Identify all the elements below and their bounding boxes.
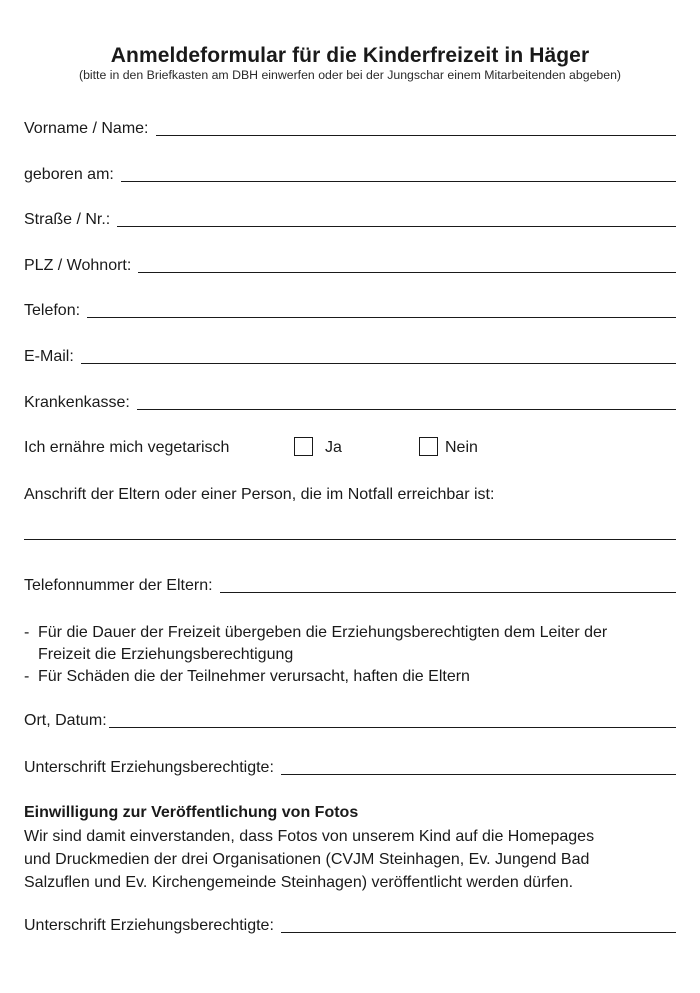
list-item: - Für die Dauer der Freizeit übergeben die Erziehungsberechtigten dem Leiter der Freizeit die Erziehungsberechtigung	[24, 622, 676, 666]
term-1-line-2: Freizeit die Erziehungsberechtigung	[38, 646, 294, 663]
email-field[interactable]	[81, 362, 676, 364]
term-2: Für Schäden die der Teilnehmer verursacht, haften die Eltern	[38, 668, 470, 685]
insurance-field[interactable]	[137, 408, 676, 410]
photo-consent-line-3: Salzuflen und Ev. Kirchengemeinde Steinhagen) veröffentlicht werden dürfen.	[24, 874, 574, 891]
guardian-signature-row	[24, 756, 676, 778]
guardian-signature-field[interactable]	[281, 773, 676, 775]
vegetarian-no-label: Nein	[445, 439, 478, 456]
zip-field[interactable]	[138, 271, 676, 273]
name-row	[24, 117, 676, 139]
insurance-label: Krankenkasse:	[24, 394, 130, 411]
birth-row	[24, 163, 676, 185]
place-date-field[interactable]	[109, 726, 676, 728]
street-row	[24, 208, 676, 230]
name-field[interactable]	[156, 134, 677, 136]
name-label: Vorname / Name:	[24, 120, 149, 137]
vegetarian-no-checkbox[interactable]	[419, 437, 438, 456]
vegetarian-label: Ich ernähre mich vegetarisch	[24, 439, 230, 456]
email-label: E-Mail:	[24, 348, 74, 365]
photo-signature-label: Unterschrift Erziehungsberechtigte:	[24, 917, 274, 934]
list-item: - Für Schäden die der Teilnehmer verursacht, haften die Eltern	[24, 666, 676, 688]
photo-signature-row	[24, 914, 676, 936]
photo-consent-line-2: und Druckmedien der drei Organisationen (CVJM Steinhagen, Ev. Jungend Bad	[24, 851, 590, 868]
street-field[interactable]	[117, 225, 676, 227]
parent-phone-field[interactable]	[220, 591, 676, 593]
guardian-signature-label: Unterschrift Erziehungsberechtigte:	[24, 759, 274, 776]
vegetarian-yes-checkbox[interactable]	[294, 437, 313, 456]
phone-field[interactable]	[87, 316, 676, 318]
photo-consent-heading: Einwilligung zur Veröffentlichung von Fotos	[24, 804, 359, 821]
email-row	[24, 345, 676, 367]
zip-label: PLZ / Wohnort:	[24, 257, 132, 274]
phone-row	[24, 299, 676, 321]
parent-phone-row	[24, 574, 676, 596]
emergency-label: Anschrift der Eltern oder einer Person, die im Notfall erreichbar ist:	[24, 486, 495, 503]
insurance-row	[24, 391, 676, 413]
phone-label: Telefon:	[24, 302, 81, 319]
form-subtitle: (bitte in den Briefkasten am DBH einwerfen oder bei der Jungschar einem Mitarbeitenden abgeben)	[78, 68, 622, 82]
birth-field[interactable]	[121, 180, 676, 182]
form-title: Anmeldeformular für die Kinderfreizeit in Häger	[110, 44, 590, 67]
term-1-line-1: Für die Dauer der Freizeit übergeben die Erziehungsberechtigten dem Leiter der	[38, 624, 608, 641]
zip-row	[24, 254, 676, 276]
vegetarian-yes-label: Ja	[325, 439, 342, 456]
street-label: Straße / Nr.:	[24, 211, 111, 228]
place-date-label: Ort, Datum:	[24, 712, 107, 729]
emergency-field[interactable]	[24, 539, 676, 540]
place-date-row	[24, 709, 676, 731]
birth-label: geboren am:	[24, 166, 114, 183]
photo-consent-line-1: Wir sind damit einverstanden, dass Fotos von unserem Kind auf die Homepages	[24, 828, 595, 845]
terms-list	[24, 622, 676, 688]
photo-consent-text	[24, 825, 644, 894]
photo-signature-field[interactable]	[281, 931, 676, 933]
parent-phone-label: Telefonnummer der Eltern:	[24, 577, 213, 594]
